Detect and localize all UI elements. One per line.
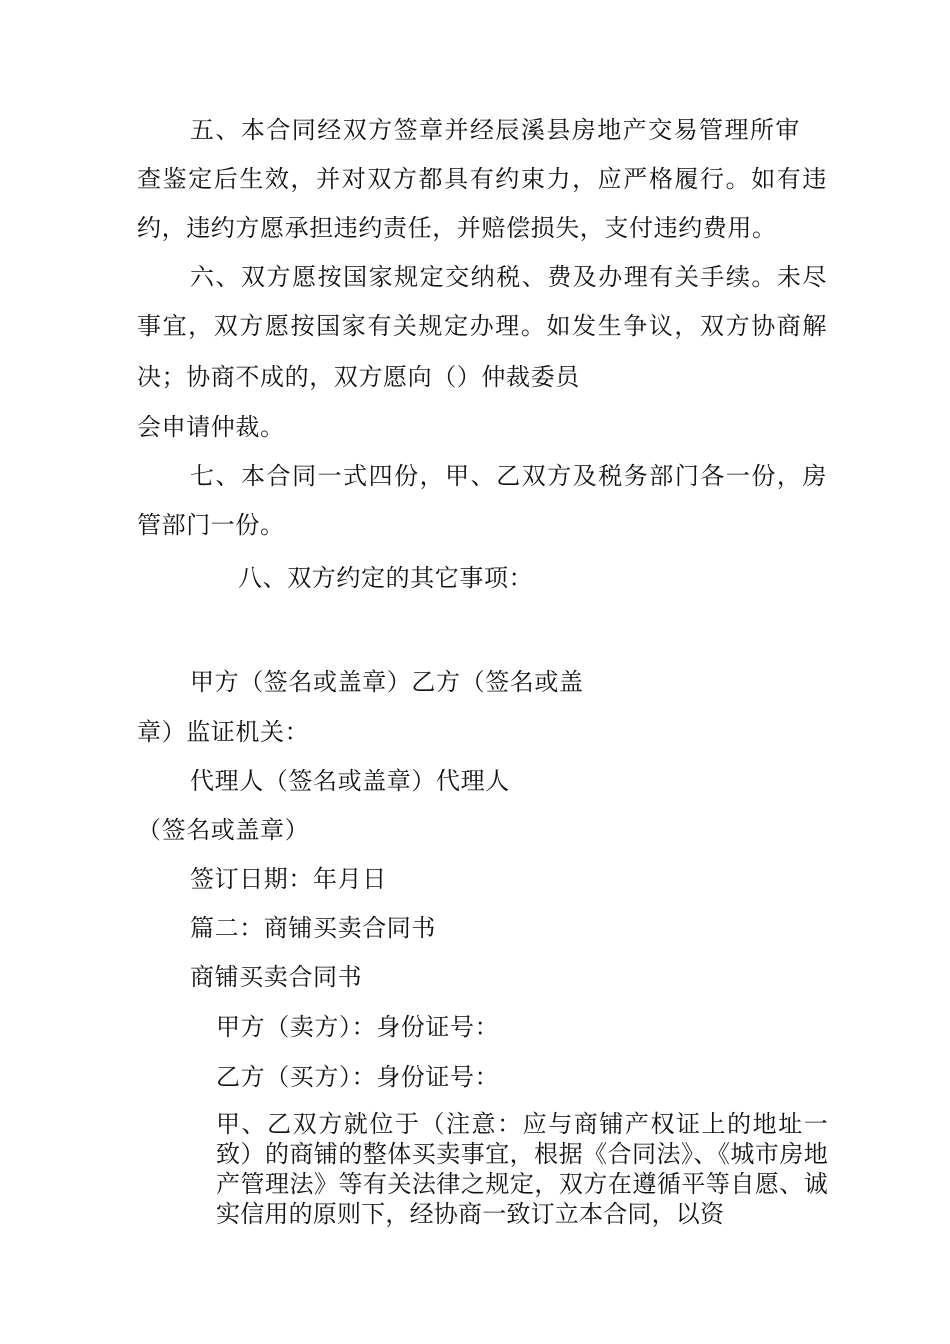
signing-date: 签订日期：年月日 [190,865,387,893]
contract-title: 商铺买卖合同书 [190,963,363,991]
clause-5-line-2: 查鉴定后生效，并对双方都具有约束力，应严格履行。如有违 [137,165,827,193]
signature-line-2: 章）监证机关： [137,718,310,746]
party-b-line: 乙方（买方）：身份证号： [216,1063,500,1091]
clause-7-line-1: 七、本合同一式四份，甲、乙双方及税务部门各一份，房 [190,462,827,490]
closing-paragraph: 甲、乙双方就位于（注意：应与商铺产权证上的地址一致）的商铺的整体买卖事宜，根据《合同法》、《城市房地产管理法》等有关法律之规定，双方在遵循平等自愿、诚实信用的原则下，经协商一致订立本合同，以资 [216,1110,828,1228]
clause-6-line-3: 决；协商不成的，双方愿向（）仲裁委员 [137,363,580,391]
clause-6-line-2: 事宜，双方愿按国家有关规定办理。如发生争议，双方协商解 [137,312,827,340]
clause-5-line-1: 五、本合同经双方签章并经辰溪县房地产交易管理所审 [190,116,800,144]
clause-8-heading: 八、双方约定的其它事项： [238,564,534,592]
clause-5-line-3: 约，违约方愿承担违约责任，并赔偿损失，支付违约费用。 [137,214,777,242]
agent-line-1: 代理人（签名或盖章）代理人 [190,767,510,795]
signature-line-1: 甲方（签名或盖章）乙方（签名或盖 [190,668,584,696]
clause-6-line-4: 会申请仲裁。 [137,413,285,441]
agent-line-2: （签名或盖章） [137,816,310,844]
party-a-line: 甲方（卖方）：身份证号： [216,1013,500,1041]
section-heading: 篇二：商铺买卖合同书 [190,914,436,942]
clause-7-line-2: 管部门一份。 [137,511,285,539]
clause-6-line-1: 六、双方愿按国家规定交纳税、费及办理有关手续。未尽 [190,263,827,291]
